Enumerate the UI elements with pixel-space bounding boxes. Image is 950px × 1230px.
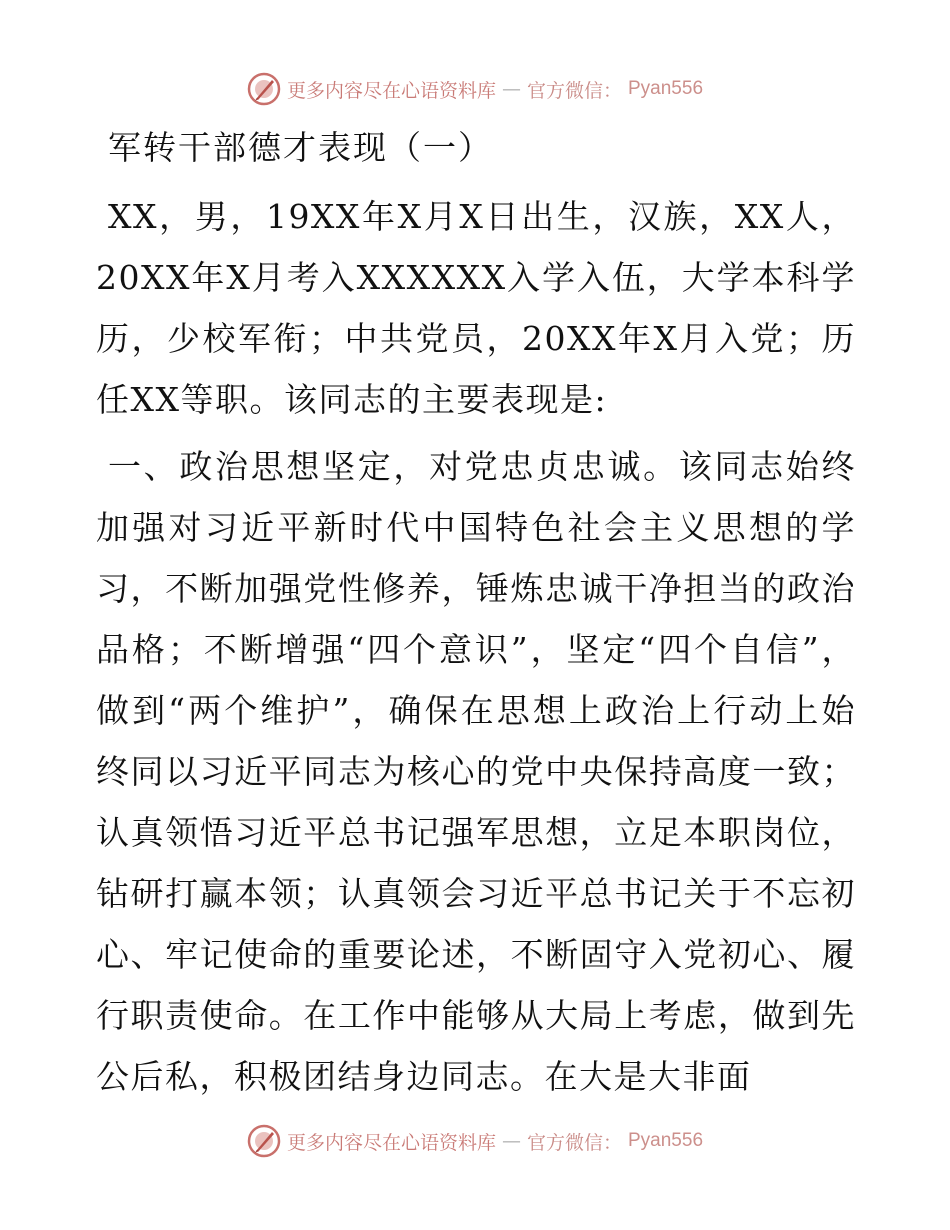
watermark-official-label: 官方微信： — [526, 1131, 622, 1154]
watermark-wechat-id: Pyan556 — [628, 78, 704, 99]
watermark-wechat-id: Pyan556 — [628, 1130, 704, 1151]
watermark-text: 更多内容尽在心语资料库 — [286, 79, 496, 102]
watermark-text: 更多内容尽在心语资料库 — [286, 1131, 496, 1154]
paragraph-profile: XX，男，19XX年X月X日出生，汉族，XX人，20XX年X月考入XXXXXX入学入伍，大学本科学历，少校军衔；中共党员，20XX年X月入党；历任XX等职。该同志的主要表现是: — [96, 197, 856, 419]
document-title: 军转干部德才表现（一） — [108, 128, 493, 167]
header-watermark — [0, 72, 950, 106]
watermark-separator: — — [501, 78, 521, 100]
watermark-separator: — — [501, 1130, 521, 1152]
watermark-official-label: 官方微信： — [526, 79, 622, 102]
paragraph-political: 一、政治思想坚定，对党忠贞忠诚。该同志始终加强对习近平新时代中国特色社会主义思想的学习，不断加强党性修养，锤炼忠诚干净担当的政治品格；不断增强“四个意识”，坚定“四个自信”，做到“两个维护”，确保在思想上政治上行动上始终同以习近平同志为核心的党中央保持高度一致；认真领悟习近平总书记强军思想，立足本职岗位，钻研打赢本领；认真领会习近平总书记关于不忘初心、牢记使命的重要论述，不断固守入党初心、履行职责使命。在工作中能够从大局上考虑，做到先公后私，积极团结身边同志。在大是大非面 — [96, 447, 856, 1096]
document-body — [96, 122, 856, 1115]
quill-logo-icon — [247, 72, 281, 106]
footer-watermark — [0, 1124, 950, 1158]
quill-logo-icon — [247, 1124, 281, 1158]
